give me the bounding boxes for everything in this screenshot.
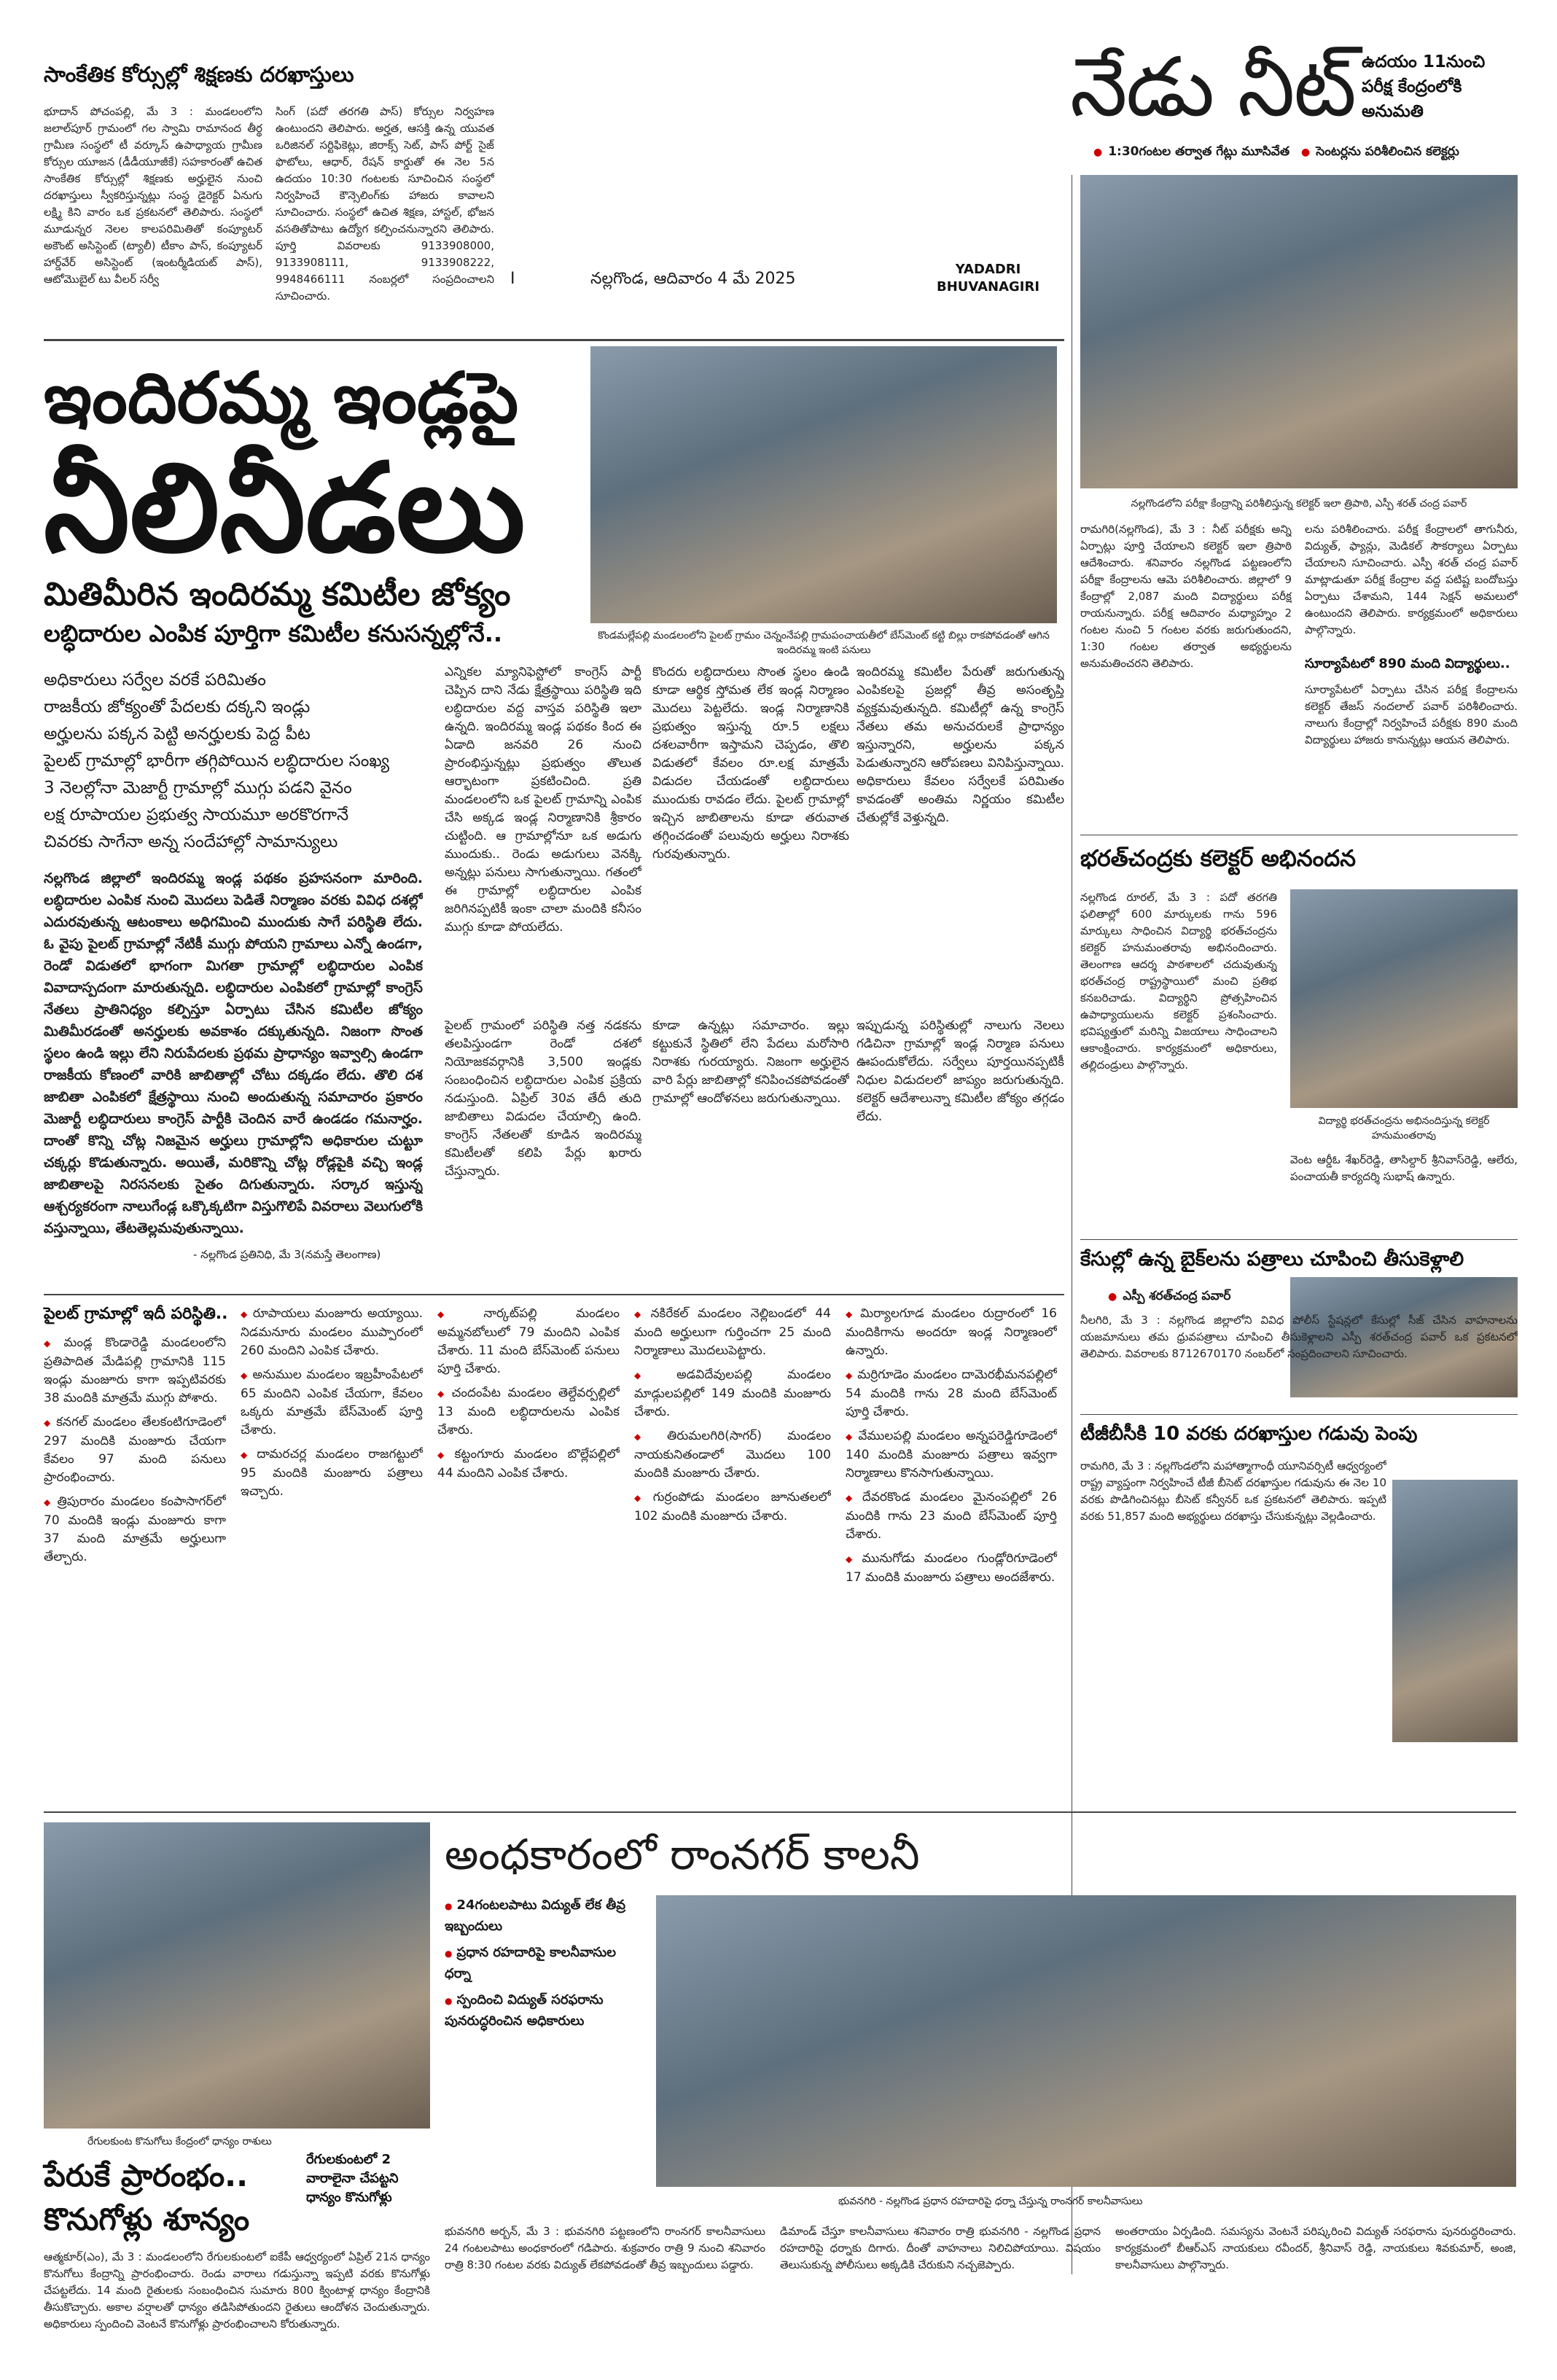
lead-deck-1: మితిమీరిన ఇందిరమ్మ కమిటీల జోక్యం	[44, 576, 511, 613]
neet-column: లను పరిశీలించారు. పరీక్ష కేంద్రాలలో తాగునీరు, విద్యుత్, ఫ్యాన్లు, మెడికల్ సౌకర్యాలు ఏర్పాటు చేయాలని సూచించారు. ఎస్పీ శరత్ చంద్ర పవార్ మాట్లాడుతూ పరీక్ష కేంద్రాల వద్ద పటిష్ట బందోబస్తు ఏర్పాటు చేశామని, 144 సెక్షన్ అమలులో ఉంటుందని తెలిపారు. కార్యక్రమంలో అధికారులు పాల్గొన్నారు.	[1305, 523, 1518, 636]
story-headline: సాంకేతిక కోర్సుల్లో శిక్షణకు దరఖాస్తులు	[44, 62, 354, 87]
pilot-item: ◆ నార్కట్‌పల్లి మండలం అమ్మనబోలులో 79 మందిని ఎంపిక చేశారు. 11 మంది బేస్‌మెంట్ పనులు పూర్తి చేశారు.	[437, 1306, 620, 1376]
lead-deck-2: లబ్ధిదారుల ఎంపిక పూర్తిగా కమిటీల కనుసన్నల్లోనే..	[44, 620, 503, 647]
lead-byline: - నల్లగొండ ప్రతినిధి, మే 3(నమస్తే తెలంగాణ)	[193, 1248, 381, 1261]
section-rule	[44, 1811, 1516, 1813]
paddy-headline-1: పేరుకే ప్రారంభం..	[44, 2158, 249, 2193]
section-rule	[44, 1294, 1064, 1295]
lead-column: ఇప్పుడున్న పరిస్థితుల్లో నాలుగు నెలలు గడిచినా గ్రామాల్లో ఇండ్ల నిర్మాణ పనులు ఊపందుకోలేదు. సర్వేలు పూర్తయినప్పటికీ నిధుల విడుదలలో జాప్యం జరుగుతున్నది. కలెక్టర్ ఆదేశాలున్నా కమిటీల జోక్యం తగ్గడం లేదు.	[856, 1018, 1064, 1124]
pilot-item: ◆ కనగల్ మండలం తేలకంటిగూడెంలో 297 మందికి మంజూరు చేయగా కేవలం 97 మంది పనులు ప్రారంభించారు.	[44, 1415, 226, 1485]
bikes-headline: కేసుల్లో ఉన్న బైక్‌లను పత్రాలు చూపించి తీసుకెళ్లాలి	[1080, 1248, 1464, 1271]
lead-column: ఎన్నికల మ్యానిఫెస్టోలో కాంగ్రెస్ పార్టీ చెప్పిన దాని నేడు క్షేత్రస్థాయి పరిస్థితి ఇది లబ్ధిదారుల వద్ద వాస్తవ పరిస్థితి ఇలా ఉన్నది. ఇందిరమ్మ ఇండ్ల పథకం కింద ఈ ఏడాది జనవరి 26 నుంచి ప్రారంభిస్తున్నట్లు ప్రభుత్వం తొలుత ఆర్భాటంగా ప్రకటించింది. ప్రతి మండలంలోని ఒక పైలట్ గ్రామాన్ని ఎంపిక చేసి అక్కడ ఇండ్ల నిర్మాణానికి శ్రీకారం చుట్టింది. ఆ గ్రామాల్లోనూ ఒక అడుగు ముందుకు.. రెండు అడుగులు వెనక్కి అన్నట్లు పనులు సాగుతున్నాయి. గతంలో ఈ గ్రామాల్లో లబ్ధిదారుల ఎంపిక జరిగినప్పటికీ ఇంకా చాలా మందికి కనీసం ముగ్గు కూడా పోయలేదు.	[445, 665, 641, 935]
paddy-column: ఆత్మకూర్(ఎం), మే 3 : మండలంలోని రేగులకుంటలో ఐకేపీ ఆధ్వర్యంలో ఏప్రిల్ 21న ధాన్యం కొనుగోలు కేంద్రాన్ని ప్రారంభించారు. రెండు వారాలు గడుస్తున్నా ఇప్పటి వరకు కొనుగోళ్లు చేపట్టలేదు. 14 మంది రైతులకు సంబంధించిన సుమారు 800 క్వింటాళ్ల ధాన్యం కేంద్రానికి తీసుకొచ్చారు. అకాల వర్షాలతో ధాన్యం తడిసిపోతుందని రైతులు ఆందోళన చెందుతున్నారు. అధికారులు స్పందించి వెంటనే కొనుగోళ్లు ప్రారంభించాలని కోరుతున్నారు.	[44, 2250, 430, 2330]
pilot-item: ◆ తిరుమలగిరి(సాగర్) మండలం నాయకునితండాలో మొదలు 100 మందికి మంజూరు చేశారు.	[634, 1429, 831, 1480]
lead-point: అర్హులను పక్కన పెట్టి అనర్హులకు పెద్ద పీట	[44, 725, 311, 744]
lead-kicker: ఇందిరమ్మ ఇండ్లపై	[44, 357, 519, 439]
pilot-item: ◆ మిర్యాలగూడ మండలం రుద్రారంలో 16 మందికిగాను అందరూ ఇండ్ల నిర్మాణంలో ఉన్నారు.	[846, 1306, 1057, 1358]
pilot-item: ◆ త్రిపురారం మండలం కంపాసాగర్‌లో 70 మందికి ఇండ్లు మంజూరు కాగా 37 మంది మాత్రమే అర్హులుగా తేల్చారు.	[44, 1494, 226, 1564]
bikes-bullet-text: ఎస్పీ శరత్‌చంద్ర పవార్	[1123, 1289, 1231, 1303]
neet-photo-caption: నల్లగొండలోని పరీక్షా కేంద్రాన్ని పరిశీలిస్తున్న కలెక్టర్ ఇలా త్రిపాఠి, ఎస్పీ శరత్ చంద్ర పవార్	[1131, 498, 1467, 510]
lead-photo	[590, 346, 1057, 623]
neet-bullet-1: 1:30గంటల తర్వాత గేట్లు మూసివేత	[1108, 144, 1290, 159]
bharat-column: వెంట ఆర్డీఓ శేఖర్‌రెడ్డి, తాసిల్దార్ శ్రీనివాస్‌రెడ్డి, ఆలేరు, పంచాయతీ కార్యదర్శి సుభాష్ ఉన్నారు.	[1290, 1153, 1518, 1183]
lead-column: పైలట్ గ్రామంలో పరిస్థితి నత్త నడకను తలపిస్తుండగా రెండో దశలో నియోజకవర్గానికి 3,500 ఇండ్లకు సంబంధించిన లబ్ధిదారుల ఎంపిక ప్రక్రియ నడుస్తుంది. ఏప్రిల్ 30వ తేదీ తుది జాబితాలు విడుదల చేయాల్సి ఉంది. కాంగ్రెస్ నేతలతో కూడిన ఇందిరమ్మ కమిటీలతో కలిపి పేర్లు ఖరారు చేస్తున్నారు.	[445, 1018, 641, 1179]
dark-column: భువనగిరి అర్బన్, మే 3 : భువనగిరి పట్టణంలోని రాంనగర్ కాలనీవాసులు 24 గంటలపాటు అంధకారంలో గడిపారు. శుక్రవారం రాత్రి 9 నుంచి శనివారం రాత్రి 8:30 గంటల వరకు విద్యుత్ లేకపోవడంతో తీవ్ర ఇబ్బందులు పడ్డారు.	[445, 2225, 765, 2271]
lead-column: కూడా ఉన్నట్లు సమాచారం. ఇల్లు కట్టుకునే స్థితిలో లేని పేదలు మరోసారి నిరాశకు గురయ్యారు. నిజంగా అర్హులైన వారి పేర్లు జాబితాల్లో కనిపించకపోవడంతో గ్రామాల్లో ఆందోళనలు జరుగుతున్నాయి.	[652, 1018, 849, 1106]
pilot-column	[846, 1305, 1057, 1800]
story-column: సింగ్ (పదో తరగతి పాస్) కోర్సుల నిర్వహణ ఉంటుందని తెలిపారు. అర్హత, ఆసక్తి ఉన్న యువత ఒరిజినల్ సర్టిఫికెట్లు, జిరాక్స్ సెట్, పాస్ పోర్ట్ సైజ్ ఫొటోలు, ఆధార్, రేషన్ కార్డుతో ఈ నెల 5న ఉదయం 10:30 గంటలకు సూచించిన సంస్థలో నిర్వహించే కౌన్సెలింగ్‌కు హాజరు కావాలని సూచించారు. సంస్థలో ఉచిత శిక్షణ, హాస్టల్, భోజన వసతితోపాటు ఉద్యోగ కల్పించనున్నారని తెలిపారు. పూర్తి వివరాలకు 9133908000, 9133908111, 9133908222, 9948466111 నంబర్లలో సంప్రదించాలని సూచించారు.	[276, 105, 494, 303]
lead-points	[44, 667, 437, 856]
lead-point: పైలట్ గ్రామాల్లో భారీగా తగ్గిపోయిన లబ్ధిదారుల సంఖ్య	[44, 752, 390, 770]
neet-column: రామగిరి(నల్లగొండ), మే 3 : నీట్ పరీక్షకు అన్ని ఏర్పాట్లు పూర్తి చేయాలని కలెక్టర్ ఇలా త్రిపాఠి ఆదేశించారు. శనివారం నల్లగొండ పట్టణంలోని పరీక్షా కేంద్రాలను ఆమె పరిశీలించారు. జిల్లాలో 9 కేంద్రాల్లో 2,087 మంది విద్యార్థులు పరీక్ష రాయనున్నారు. పరీక్ష ఆదివారం మధ్యాహ్నం 2 గంటల నుంచి 5 గంటల వరకు జరుగుతుందని, 1:30 గంటల తర్వాత అభ్యర్థులను అనుమతించరని తెలిపారు.	[1080, 523, 1292, 670]
pilot-item: ◆ వేములపల్లి మండలం అన్నపరెడ్డిగూడెంలో 140 మందికి మంజూరు పత్రాలు ఇవ్వగా నిర్మాణాలు కొనసాగుతున్నాయి.	[846, 1429, 1057, 1480]
pilot-column	[44, 1334, 226, 1800]
neet-bullets: ● 1:30గంటల తర్వాత గేట్లు మూసివేత ● సెంటర్లను పరిశీలించిన కలెక్టర్లు	[1093, 144, 1459, 159]
tgbc-photo	[1392, 1480, 1518, 1742]
pilot-item: ◆ నకిరేకల్ మండలం నెల్లిబండలో 44 మంది అర్హులుగా గుర్తించగా 25 మంది నిర్మాణాలు మొదలుపెట్టారు.	[634, 1306, 831, 1358]
lead-point: 3 నెలల్లోనా మెజార్టీ గ్రామాల్లో ముగ్గు పడని వైనం	[44, 779, 352, 797]
bharat-photo	[1290, 889, 1518, 1108]
lead-column: ఇందిరమ్మ కమిటీల పేరుతో జరుగుతున్న ఎంపికలపై ప్రజల్లో తీవ్ర అసంతృప్తి వ్యక్తమవుతున్నది. కమిటీల్లో ఉన్న కాంగ్రెస్ నేతలు తమ అనుచరులకే ప్రాధాన్యం ఇస్తున్నారని, అర్హులను పక్కన పెడుతున్నారని ఆరోపణలు వినిపిస్తున్నాయి. అధికారులు కేవలం సర్వేలకే పరిమితం కావడంతో అంతిమ నిర్ణయం కమిటీల చేతుల్లోకే వెళ్తున్నది.	[856, 665, 1064, 825]
dark-photo	[656, 1895, 1516, 2187]
page-marker: I	[510, 270, 515, 288]
neet-photo	[1080, 175, 1518, 488]
pilot-item: ◆ దామరచర్ల మండలం రాజగట్టులో 95 మందికి మంజూరు పత్రాలు ఇచ్చారు.	[241, 1447, 423, 1499]
dark-column: అంతరాయం ఏర్పడింది. సమస్యను వెంటనే పరిష్కరించి విద్యుత్ సరఫరాను పునరుద్ధరించారు. కార్యక్రమంలో బీఆర్‌ఎస్ నాయకులు రవీందర్, శ్రీనివాస్ రెడ్డి, నాయకులు శివకుమార్, అంజి, కాలనీవాసులు పాల్గొన్నారు.	[1115, 2225, 1516, 2271]
neet-side-note: ఉదయం 11నుంచి పరీక్ష కేంద్రంలోకి అనుమతి	[1362, 52, 1486, 121]
paddy-caption: రేగులకుంట కొనుగోలు కేంద్రంలో ధాన్యం రాశులు	[87, 2136, 272, 2147]
edition-line: YADADRI	[955, 262, 1021, 277]
lead-column: కొందరు లబ్ధిదారులు సొంత స్థలం ఉండి కూడా ఆర్థిక స్తోమత లేక ఇండ్ల నిర్మాణం మొదలు పెట్టలేదు. ఇండ్ల నిర్మాణానికి ప్రభుత్వం ఇస్తున్న రూ.5 లక్షలు దశలవారీగా ఇస్తామని చెప్పడం, తొలి విడుతలో కేవలం రూ.లక్ష మాత్రమే విడుదల చేయడంతో లబ్ధిదారులు ముందుకు రావడం లేదు. పైలట్ గ్రామాల్లో ఇచ్చిన జాబితాలను కూడా తరువాత తగ్గించడంతో పలువురు అర్హులు నిరాశకు గురవుతున్నారు.	[652, 665, 849, 862]
pilot-item: ◆ అనుముల మండలం ఇబ్రహీంపేటలో 65 మందిని ఎంపిక చేయగా, కేవలం ఒక్కరు మాత్రమే బేస్‌మెంట్ పూర్తి చేశారు.	[241, 1367, 423, 1437]
bharat-headline: భరత్‌చంద్రకు కలెక్టర్ అభినందన	[1080, 846, 1356, 872]
pilot-column	[634, 1305, 831, 1800]
section-rule	[1080, 1414, 1518, 1415]
dark-caption: భువనగిరి - నల్లగొండ ప్రధాన రహదారిపై ధర్నా చేస్తున్న రాంనగర్ కాలనీవాసులు	[838, 2196, 1143, 2207]
dark-headline: అంధకారంలో రాంనగర్ కాలనీ	[445, 1830, 920, 1879]
paddy-headline-2: కొనుగోళ్లు శూన్యం	[44, 2201, 250, 2237]
edition-name	[937, 261, 1039, 296]
dark-bullets	[445, 1895, 641, 2037]
dark-column: డిమాండ్ చేస్తూ కాలనీవాసులు శనివారం రాత్రి భువనగిరి - నల్లగొండ ప్రధాన రహదారిపై ధర్నాకు దిగారు. దీంతో వాహనాలు నిలిచిపోయాయి. విషయం తెలుసుకున్న పోలీసులు అక్కడికి చేరుకుని నచ్చజెప్పారు.	[780, 2225, 1101, 2271]
bharat-photo-caption: విద్యార్థి భరత్‌చంద్రను అభినందిస్తున్న కలెక్టర్ హనుమంతరావు	[1318, 1115, 1490, 1142]
pilot-title: పైలట్ గ్రామాల్లో ఇదీ పరిస్థితి..	[44, 1305, 228, 1323]
section-rule	[1080, 1239, 1518, 1240]
lead-point: లక్ష రూపాయల ప్రభుత్వ సాయమూ అరకొరగానే	[44, 805, 349, 824]
masthead-rule	[44, 339, 1064, 341]
story-column: భూదాన్ పోచంపల్లి, మే 3 : మండలంలోని జలాల్‌పూర్ గ్రామంలో గల స్వామి రామానంద తీర్థ గ్రామీణ సంస్థలో టీ వర్కూస్ ఉపాధ్యాయ గ్రామీణ కోర్సుల యూజన (డీడీయూజీకే) సహకారంతో ఉచిత సాంకేతిక కోర్సుల్లో శిక్షణకు అర్హులైన నుంచి దరఖాస్తులు స్వీకరిస్తున్నట్లు సంస్థ డైరెక్టర్ ఏనుగు లక్ష్మి కిని వారం ఒక ప్రకటనలో తెలిపారు. సంస్థలో మూడున్నర నెలల కాలపరిమితితో కంప్యూటర్ అకౌంట్ అసిస్టెంట్ (ట్యాలీ) టీకాం పాస్, కంప్యూటర్ హార్డ్‌వేర్ అసిస్టెంట్ (ఇంటర్మీడియట్ పాస్), ఆటోమొబైల్ టు వీలర్ సర్వీ	[44, 105, 262, 286]
dark-bullet: ● స్పందించి విద్యుత్ సరఫరాను పునరుద్ధరించిన అధికారులు	[445, 1992, 604, 2029]
neet-subhead: సూర్యాపేటలో 890 మంది విద్యార్థులు..	[1305, 656, 1510, 671]
lead-point: రాజకీయ జోక్యంతో పేదలకు దక్కని ఇండ్లు	[44, 698, 311, 717]
pilot-column	[437, 1305, 620, 1800]
paddy-photo	[44, 1822, 430, 2129]
pilot-item: ◆ అడవిదేవులపల్లి మండలం మాడ్గులపల్లిలో 149 మందికి మంజూరు చేశారు.	[634, 1367, 831, 1419]
lead-point: అధికారులు సర్వేల వరకే పరిమితం	[44, 671, 266, 690]
lead-photo-caption: కొండమల్లేపల్లి మండలంలోని పైలట్ గ్రామం చెన్నంనేపల్లి గ్రామపంచాయతీలో బేస్‌మెంట్ కట్టి బిల్లు రాకపోవడంతో ఆగిన ఇందిరమ్మ ఇంటి పనులు	[598, 630, 1050, 656]
pilot-item: ◆ మునుగోడు మండలం గుండ్లోరిగూడెంలో 17 మందికి మంజూరు పత్రాలు అందజేశారు.	[846, 1551, 1057, 1585]
dark-bullet: ● ప్రధాన రహదారిపై కాలనీవాసుల ధర్నా	[445, 1945, 617, 1981]
neet-bullet-2: సెంటర్లను పరిశీలించిన కలెక్టర్లు	[1316, 144, 1459, 159]
pilot-item: ◆ చందంపేట మండలం తెల్దేవర్పల్లిలో 13 మంది లబ్ధిదారులను ఎంపిక చేశారు.	[437, 1386, 620, 1437]
place-date: నల్లగొండ, ఆదివారం 4 మే 2025	[590, 270, 796, 288]
bikes-bullet: ● ఎస్పీ శరత్‌చంద్ర పవార్	[1108, 1289, 1231, 1303]
tgbc-headline: టీజీబీసీకి 10 వరకు దరఖాస్తుల గడువు పెంపు	[1080, 1423, 1418, 1445]
pilot-column	[241, 1305, 423, 1800]
neet-title: నేడు నీట్	[1070, 40, 1355, 135]
pilot-item: ◆ రూపాయలు మంజూరు అయ్యాయి. నిడమనూరు మండలం ముప్పారంలో 260 మందిని ఎంపిక చేశారు.	[241, 1306, 423, 1358]
pilot-item: ◆ మర్రిగూడెం మండలం దామెరభీమనపల్లిలో 54 మందికి గాను 28 మంది బేస్‌మెంట్ పూర్తి చేశారు.	[846, 1367, 1057, 1419]
paddy-side: రేగులకుంటలో 2 వారాలైనా చేపట్టని ధాన్యం కొనుగోళ్లు	[306, 2152, 399, 2205]
lead-intro: నల్లగొండ జిల్లాలో ఇందిరమ్మ ఇండ్ల పథకం ప్రహసనంగా మారింది. లబ్ధిదారుల ఎంపిక నుంచి మొదలు పెడితే నిర్మాణం వరకు వివిధ దశల్లో ఎదురవుతున్న ఆటంకాలు అధిగమించి ముందుకు సాగే పరిస్థితి లేదు. ఓ వైపు పైలట్ గ్రామాల్లో నేటికీ ముగ్గు పోయని గ్రామాలు ఎన్నో ఉండగా, రెండో విడుతలో భాగంగా మిగతా గ్రామాల్లో లబ్ధిదారుల ఎంపిక వివాదాస్పదంగా మారుతున్నది. లబ్ధిదారుల ఎంపికలో గ్రామాల్లో కాంగ్రెస్ నేతలు ప్రాతినిధ్యం కల్పిస్తూ ఏర్పాటు చేసిన కమిటీల జోక్యం మితిమీరడంతో అనర్హులకు అవకాశం దక్కుతున్నది. నిజంగా సొంత స్థలం ఉండి ఇల్లు లేని నిరుపేదలకు ప్రథమ ప్రాధాన్యం ఇవ్వాల్సి ఉండగా రాజకీయ కోణంలో వారికి జాబితాల్లో చోటు దక్కడం లేదు. తొలి దశ జాబితా ఎంపికలో క్షేత్రస్థాయి నుంచి అందుతున్న సమాచారం ప్రకారం మెజార్టీ లబ్ధిదారులు కాంగ్రెస్ పార్టీకి చెందిన వారే ఉండడం గమనార్హం. దాంతో కొన్ని చోట్ల నిజమైన అర్హులు గ్రామాల్లోని అధికారుల చుట్టూ చక్కర్లు కొడుతున్నారు. అయితే, మరికొన్ని చోట్ల రోడ్లపైకి వచ్చి ఇండ్ల జాబితాలపై నిరసనలకు సైతం దిగుతున్నారు. సర్కార ఇస్తున్న ఆశ్చర్యకరంగా నాలుగేండ్ల ఒక్కొక్కటిగా విస్తుగొలిపే వివరాలు వెలుగులోకి వస్తున్నాయి, తేటతెల్లమవుతున్నాయి.	[44, 870, 423, 1236]
tgbc-column: రామగిరి, మే 3 : నల్లగొండలోని మహాత్మాగాంధీ యూనివర్సిటీ ఆధ్వర్యంలో రాష్ట్ర వ్యాప్తంగా నిర్వహించే టీజీ బీసెట్ దరఖాస్తుల గడువును ఈ నెల 10 వరకు పొడిగించినట్లు బీసెట్ కన్వీనర్ ఒక ప్రకటనలో తెలిపారు. ఇప్పటి వరకు 51,857 మంది అభ్యర్థులు దరఖాస్తు చేసుకున్నట్లు వెల్లడించారు.	[1080, 1459, 1386, 1523]
dark-bullet: ● 24గంటలపాటు విద్యుత్ లేక తీవ్ర ఇబ్బందులు	[445, 1897, 626, 1934]
neet-column: సూర్యాపేటలో ఏర్పాటు చేసిన పరీక్ష కేంద్రాలను కలెక్టర్ తేజస్ నందలాల్ పవార్ పరిశీలించారు. నాలుగు కేంద్రాల్లో నిర్వహించే పరీక్షకు 890 మంది విద్యార్థులు హాజరు కానున్నట్లు ఆయన తెలిపారు.	[1305, 683, 1518, 746]
bikes-column: నీలగిరి, మే 3 : నల్లగొండ జిల్లాలోని వివిధ పోలీస్ స్టేషన్లలో కేసుల్లో సీజ్ చేసిన వాహనాలను యజమానులు తమ ధ్రువపత్రాలు చూపించి తీసుకెళ్లాలని ఎస్పీ శరత్‌చంద్ర పవార్ ఒక ప్రకటనలో తెలిపారు. వివరాలకు 8712670170 నంబర్‌లో సంప్రదించాలని సూచించారు.	[1080, 1314, 1518, 1360]
pilot-item: ◆ దేవరకొండ మండలం మైనంపల్లిలో 26 మందికి గాను 23 మంది బేస్‌మెంట్ పూర్తి చేశారు.	[846, 1490, 1057, 1542]
pilot-item: ◆ మండ్ల కొండారెడ్డి మండలంలోని ప్రతిపాదిత మేడిపల్లి గ్రామానికి 115 ఇండ్లు మంజూరు కాగా ఇప్పటివరకు 38 మందికి మాత్రమే ముగ్గు పోశారు.	[44, 1335, 226, 1405]
pilot-item: ◆ గుర్రంపోడు మండలం జూనుతలలో 102 మందికి మంజూరు చేశారు.	[634, 1490, 831, 1523]
bharat-column: నల్లగొండ రూరల్, మే 3 : పదో తరగతి ఫలితాల్లో 600 మార్కులకు గాను 596 మార్కులు సాధించిన విద్యార్థి భరత్‌చంద్రను కలెక్టర్ హనుమంతరావు అభినందించారు. తెలంగాణ ఆదర్శ పాఠశాలలో చదువుతున్న భరత్‌చంద్ర రాష్ట్రస్థాయిలో మంచి ప్రతిభ కనబరిచాడు. విద్యార్థిని ప్రోత్సహించిన ఉపాధ్యాయులను కలెక్టర్ ప్రశంసించారు. భవిష్యత్తులో మరిన్ని విజయాలు సాధించాలని ఆకాంక్షించారు. కార్యక్రమంలో అధికారులు, తల్లిదండ్రులు పాల్గొన్నారు.	[1080, 891, 1277, 1072]
lead-point: చివరకు సాగేనా అన్న సందేహాల్లో సామాన్యులు	[44, 832, 338, 851]
edition-line: BHUVANAGIRI	[937, 279, 1040, 294]
pilot-item: ◆ కట్టంగూరు మండలం బొల్లేపల్లిలో 44 మందిని ఎంపిక చేశారు.	[437, 1447, 620, 1480]
lead-headline: నీలినీడలు	[44, 437, 526, 580]
